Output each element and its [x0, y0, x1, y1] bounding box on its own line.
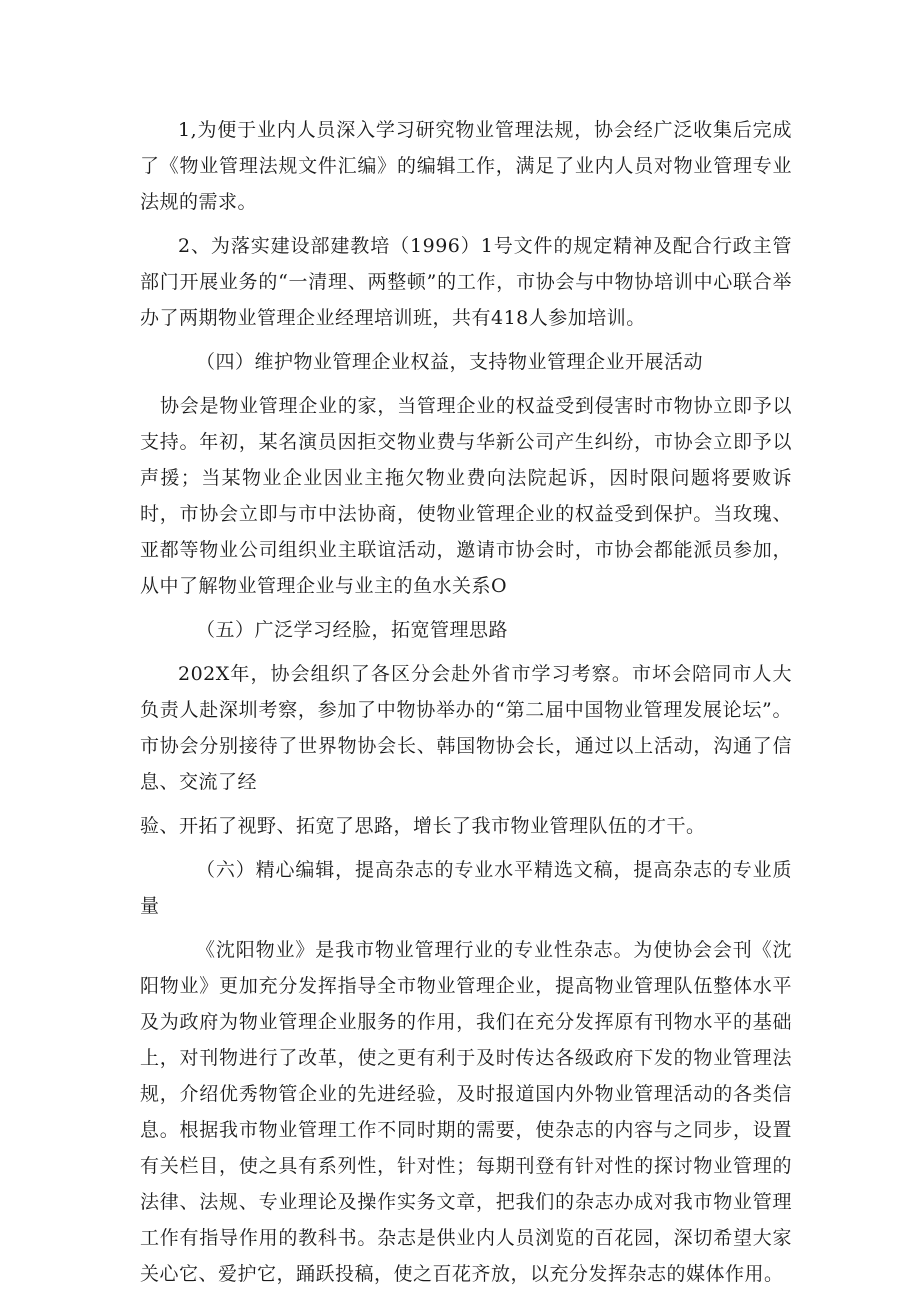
section-heading-6: （六）精心编辑，提高杂志的专业水平精选文稿，提高杂志的专业质量 — [140, 859, 792, 917]
paragraph-study-tour-continued: 验、开拓了视野、拓宽了思路，增长了我市物业管理队伍的才干。 — [140, 815, 706, 837]
section-heading-5: （五）广泛学习经脸，拓宽管理思路 — [196, 619, 509, 641]
document-body — [140, 112, 792, 1292]
paragraph-protect-rights: 协会是物业管理企业的家，当管理企业的权益受到侵害时市物协立即予以支持。年初，某名演员因拒交物业费与华新公司产生纠纷，市协会立即予以声援；当某物业企业因业主拖欠物业费向法院起诉，因时限问题将要败诉时，市协会立即与市中法协商，使物业管理企业的权益受到保护。当玫瑰、亚都等物业公司组织业主联谊活动，邀请市协会时，市协会都能派员参加，从中了解物业管理企业与业主的鱼水关系O — [140, 395, 792, 597]
paragraph-magazine: 《沈阳物业》是我市物业管理行业的专业性杂志。为使协会会刊《沈阳物业》更加充分发挥指导全市物业管理企业，提高物业管理队伍整体水平及为政府为物业管理企业服务的作用，我们在充分发挥原有刊物水平的基础上，对刊物进行了改革，使之更有利于及时传达各级政府下发的物业管理法规，介绍优秀物管企业的先进经验，及时报道国内外物业管理活动的各类信息。根据我市物业管理工作不同时期的需要，使杂志的内容与之同步，设置有关栏目，使之具有系列性，针对性；每期刊登有针对性的探讨物业管理的法律、法规、专业理论及操作实务文章，把我们的杂志办成对我市物业管理工作有指导作用的教科书。杂志是供业内人员浏览的百花园，深切希望大家关心它、爱护它，踊跃投稿，使之百花齐放，以充分发挥杂志的媒体作用。 — [140, 939, 792, 1285]
paragraph-regulations-compilation: 1,为便于业内人员深入学习研究物业管理法规，协会经广泛收集后完成了《物业管理法规文件汇编》的编辑工作，满足了业内人员对物业管理专业法规的需求。 — [140, 119, 792, 213]
paragraph-study-tour: 202X年，协会组织了各区分会赴外省市学习考察。市坏会陪同市人大负责人赴深圳考察，参加了中物协举办的“第二届中国物业管理发展论坛”。市协会分别接待了世界物协会长、韩国物协会长，通过以上活动，沟通了信息、交流了经 — [140, 663, 792, 793]
paragraph-manager-training: 2、为落实建设部建教培（1996）1号文件的规定精神及配合行政主管部门开展业务的“一清理、两整顿”的工作，市协会与中物协培训中心联合举办了两期物业管理企业经理培训班，共有418人参加培训。 — [140, 235, 792, 329]
section-heading-4: （四）维护物业管理企业权益，支持物业管理企业开展活动 — [196, 351, 704, 373]
